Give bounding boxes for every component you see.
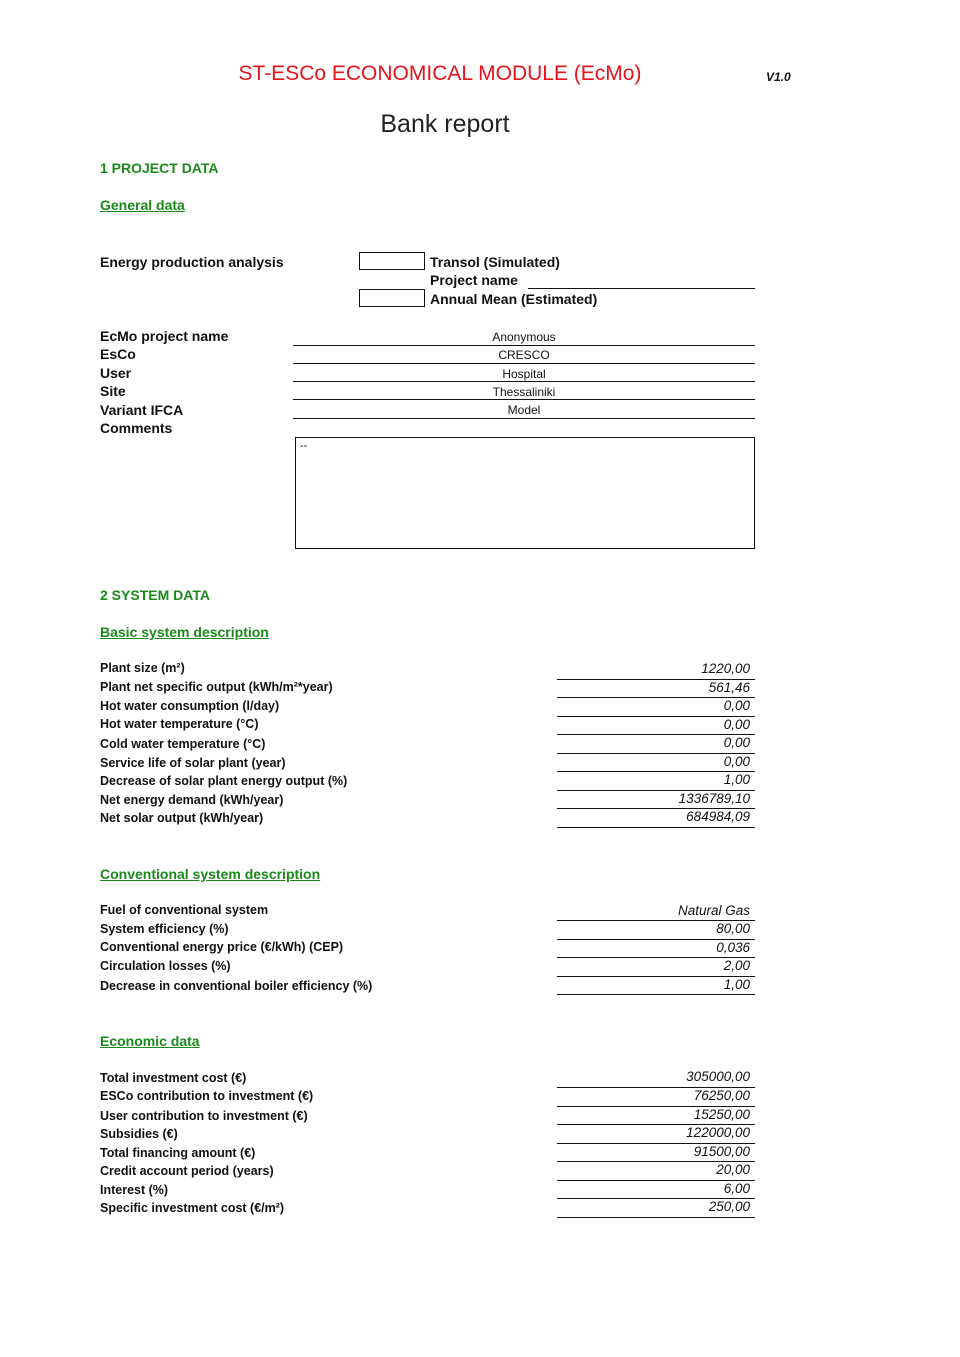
economic-value-specific-investment: 250,00 <box>708 1199 750 1214</box>
economic-label: Total investment cost (€) <box>100 1071 247 1085</box>
field-underline <box>293 363 755 364</box>
economic-label: ESCo contribution to investment (€) <box>100 1089 314 1103</box>
conventional-label: Fuel of conventional system <box>100 903 269 917</box>
conventional-label: Decrease in conventional boiler efficiency (%) <box>100 979 373 993</box>
economic-label: Specific investment cost (€/m²) <box>100 1201 285 1215</box>
economic-value-user-contribution: 15250,00 <box>693 1107 750 1122</box>
basic-label: Net energy demand (kWh/year) <box>100 793 284 807</box>
field-value-ecmo-project-name: Anonymous <box>492 330 556 344</box>
economic-label: Subsidies (€) <box>100 1127 178 1141</box>
energy-analysis-label: Energy production analysis <box>100 254 284 270</box>
report-title: ST-ESCo ECONOMICAL MODULE (EcMo) <box>238 62 642 85</box>
basic-value-net-energy-demand: 1336789,10 <box>678 791 750 806</box>
basic-value-hot-water-temperature: 0,00 <box>723 717 750 732</box>
economic-value-esco-contribution: 76250,00 <box>693 1088 750 1103</box>
subsection-basic-system: Basic system description <box>100 624 269 640</box>
basic-label: Hot water consumption (l/day) <box>100 699 280 713</box>
comments-box[interactable]: -- <box>295 437 755 549</box>
section-project-data: 1 PROJECT DATA <box>100 160 219 176</box>
basic-value-service-life: 0,00 <box>723 754 750 769</box>
basic-label: Cold water temperature (°C) <box>100 737 266 751</box>
field-value-variant-ifca: Model <box>507 403 541 417</box>
basic-label: Hot water temperature (°C) <box>100 717 259 731</box>
conventional-value-boiler-efficiency-decrease: 1,00 <box>723 977 750 992</box>
comments-label: Comments <box>100 420 173 436</box>
economic-value-subsidies: 122000,00 <box>686 1125 750 1140</box>
field-underline <box>293 399 755 400</box>
conventional-value-circulation-losses: 2,00 <box>723 958 750 973</box>
conventional-label: Conventional energy price (€/kWh) (CEP) <box>100 940 344 954</box>
basic-label: Plant net specific output (kWh/m²*year) <box>100 680 333 694</box>
transol-option-label: Transol (Simulated) <box>430 254 560 270</box>
conventional-label: Circulation losses (%) <box>100 959 231 973</box>
economic-label: Interest (%) <box>100 1183 169 1197</box>
conventional-value-energy-price: 0,036 <box>716 940 750 955</box>
field-label: Variant IFCA <box>100 402 184 418</box>
version-label: V1.0 <box>766 70 791 84</box>
economic-value-interest: 6,00 <box>723 1181 750 1196</box>
field-label: User <box>100 365 132 381</box>
basic-label: Decrease of solar plant energy output (%) <box>100 774 348 788</box>
value-underline <box>557 994 755 995</box>
economic-value-credit-period: 20,00 <box>716 1162 750 1177</box>
basic-value-specific-output: 561,46 <box>708 680 750 695</box>
section-system-data: 2 SYSTEM DATA <box>100 587 210 603</box>
field-value-site: Thessaliniki <box>492 385 556 399</box>
field-underline <box>293 381 755 382</box>
basic-label: Plant size (m²) <box>100 661 185 675</box>
basic-label: Net solar output (kWh/year) <box>100 811 264 825</box>
report-subtitle: Bank report <box>380 110 510 138</box>
field-underline <box>293 418 755 419</box>
field-value-esco: CRESCO <box>498 348 550 362</box>
economic-label: User contribution to investment (€) <box>100 1109 308 1123</box>
basic-value-cold-water-temperature: 0,00 <box>723 735 750 750</box>
economic-label: Total financing amount (€) <box>100 1146 256 1160</box>
field-value-user: Hospital <box>502 367 546 381</box>
field-label: Site <box>100 383 126 399</box>
basic-value-net-solar-output: 684984,09 <box>686 809 750 824</box>
project-name-label: Project name <box>430 272 518 288</box>
value-underline <box>557 827 755 828</box>
conventional-value-system-efficiency: 80,00 <box>716 921 750 936</box>
value-underline <box>557 1217 755 1218</box>
conventional-label: System efficiency (%) <box>100 922 229 936</box>
subsection-general-data: General data <box>100 197 185 213</box>
annual-mean-option-label: Annual Mean (Estimated) <box>430 291 598 307</box>
annual-mean-checkbox[interactable] <box>359 289 425 307</box>
basic-label: Service life of solar plant (year) <box>100 756 286 770</box>
basic-value-plant-size: 1220,00 <box>701 661 750 676</box>
economic-value-total-investment: 305000,00 <box>686 1069 750 1084</box>
field-label: EcMo project name <box>100 328 229 344</box>
field-underline <box>293 345 755 346</box>
subsection-conventional-system: Conventional system description <box>100 866 321 882</box>
basic-value-energy-output-decrease: 1,00 <box>723 772 750 787</box>
economic-value-total-financing: 91500,00 <box>693 1144 750 1159</box>
conventional-value-fuel: Natural Gas <box>677 903 750 918</box>
field-label: EsCo <box>100 346 136 362</box>
basic-value-hot-water-consumption: 0,00 <box>723 698 750 713</box>
subsection-economic-data: Economic data <box>100 1033 200 1049</box>
transol-checkbox[interactable] <box>359 252 425 270</box>
project-name-line <box>528 288 755 289</box>
economic-label: Credit account period (years) <box>100 1164 274 1178</box>
